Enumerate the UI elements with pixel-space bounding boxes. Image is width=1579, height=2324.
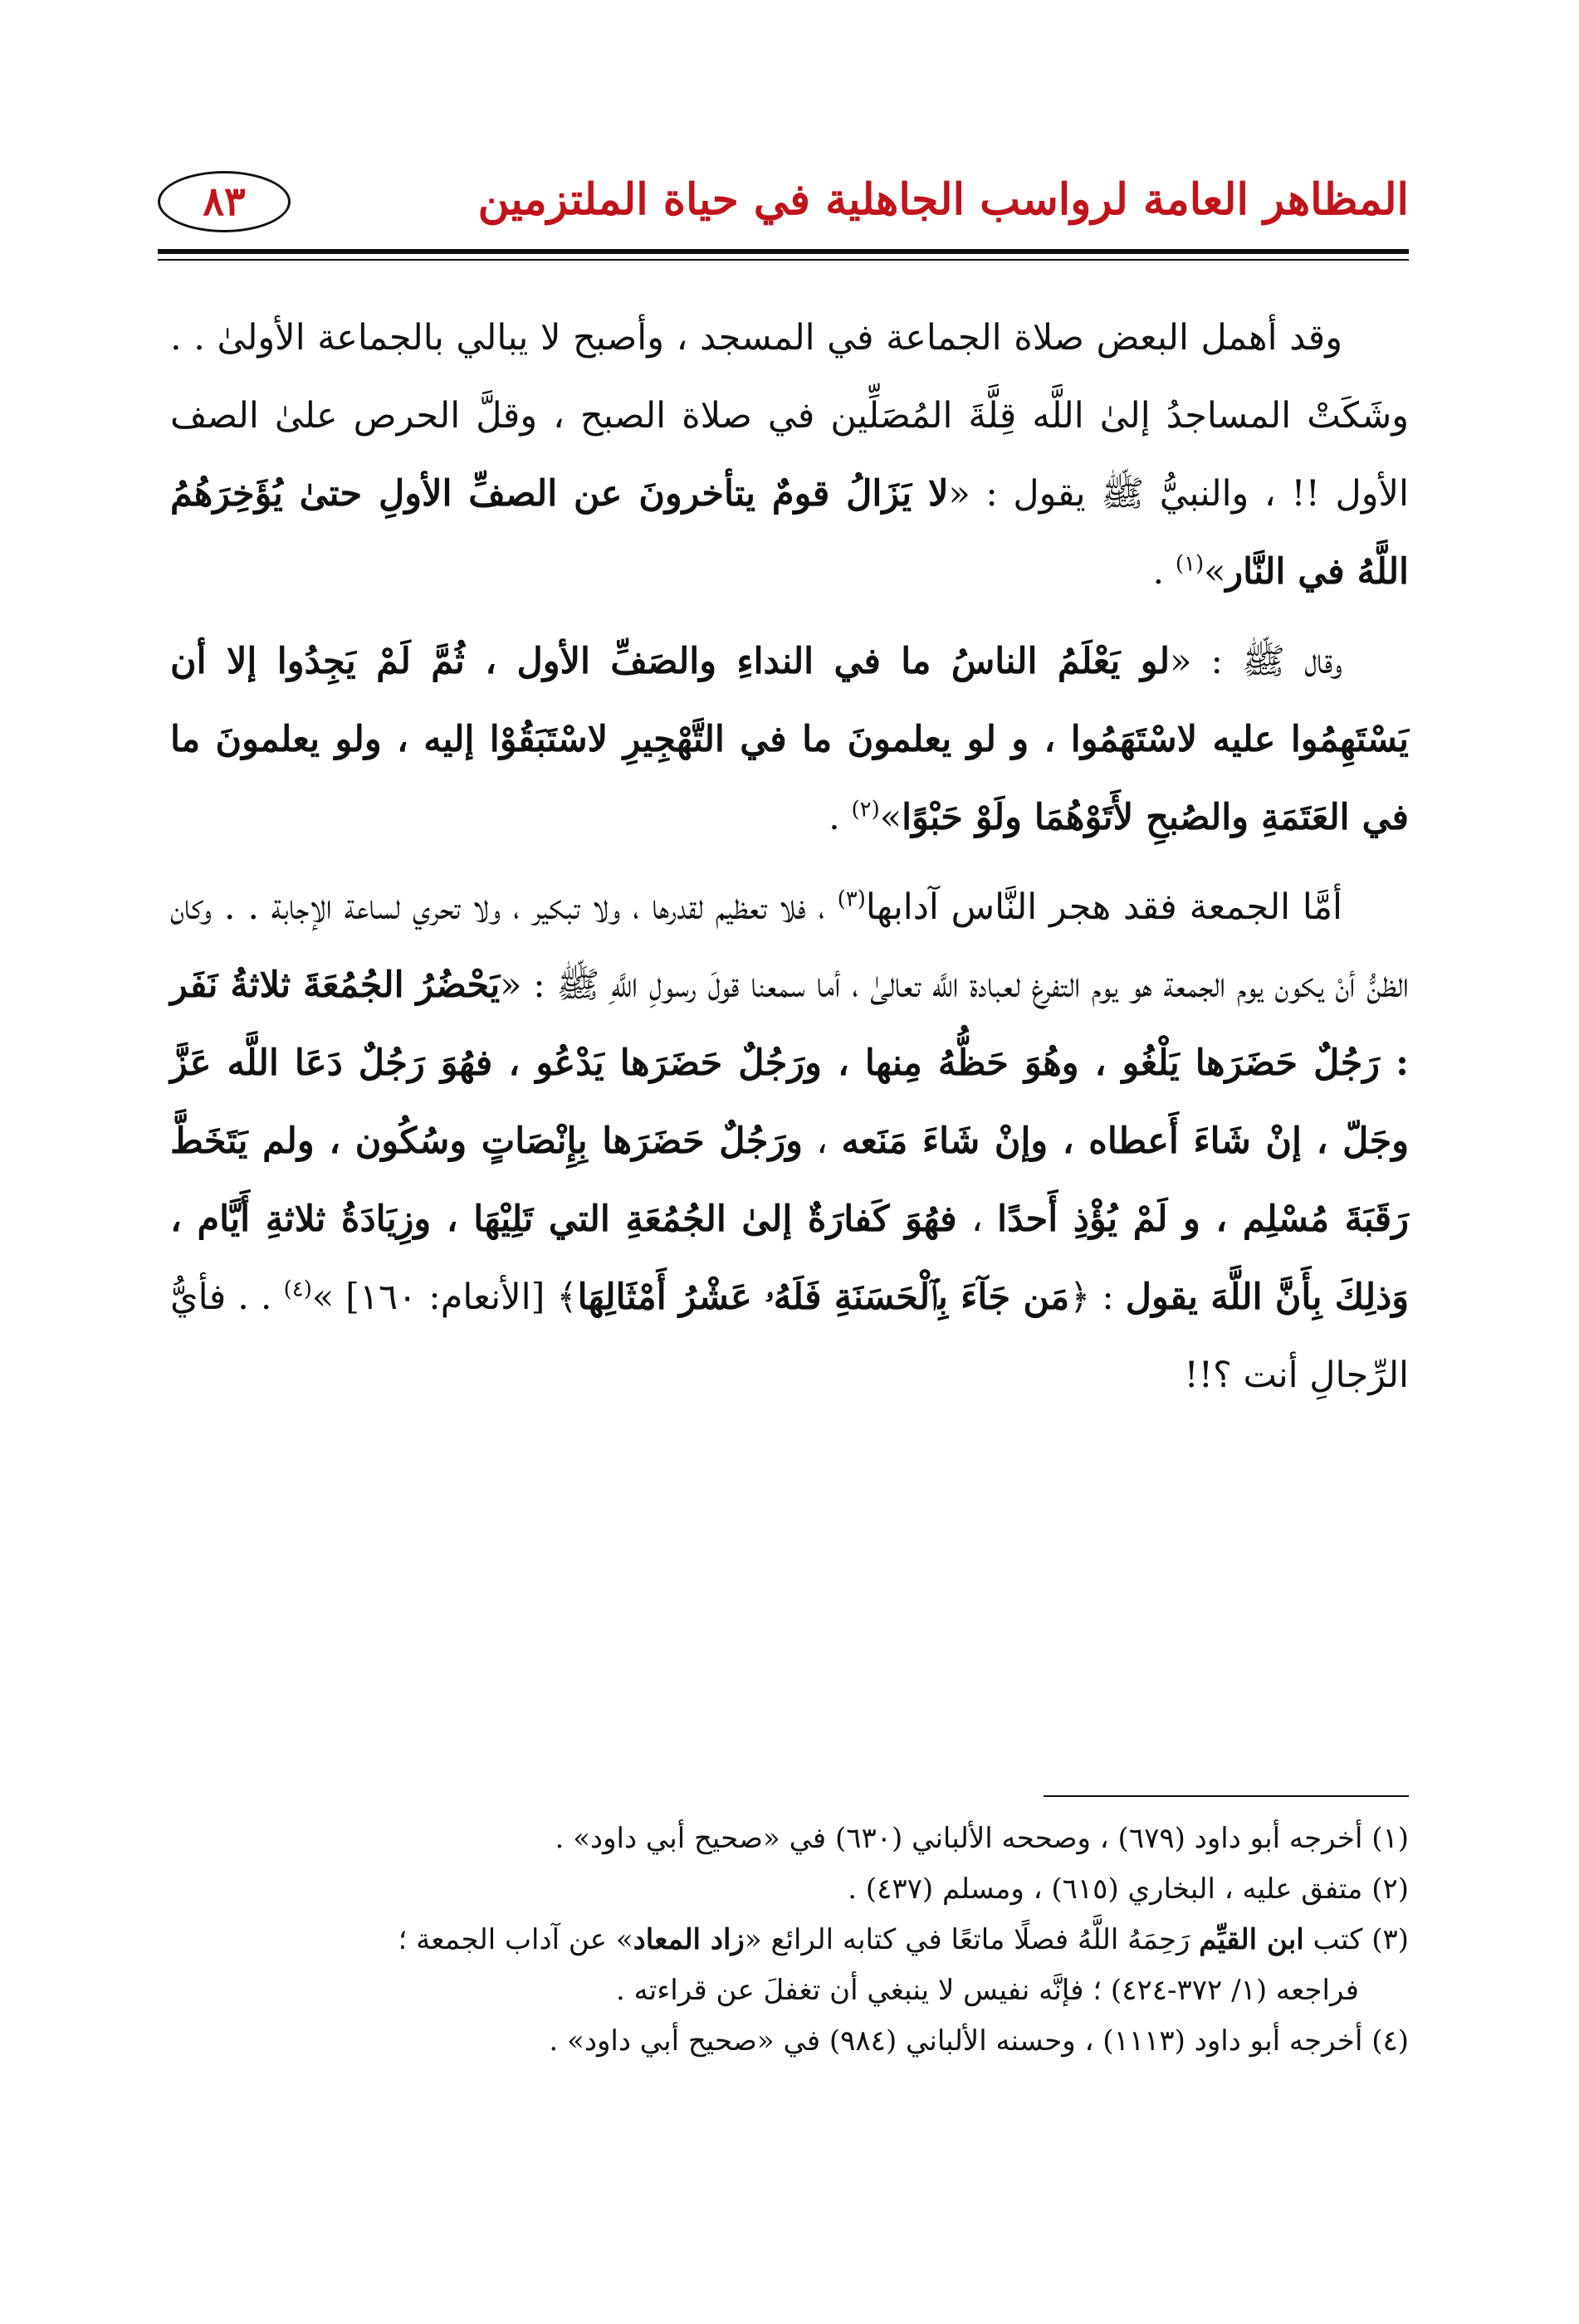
footnotes (170, 1814, 1409, 2067)
footnote-ref: (٣) (837, 886, 866, 912)
text-span: » (879, 797, 902, 838)
running-title: المظاهر العامة لرواسب الجاهلية في حياة الملتزمين (477, 174, 1409, 225)
text-span: رَحِمَهُ اللَّهُ فصلًا ماتعًا في كتابه الرائع « (744, 1923, 1200, 1956)
text-span: : ﴿ (1069, 1277, 1126, 1318)
text-span: وقال ﷺ : « (1170, 641, 1342, 682)
text-span: وقد أهمل البعض صلاة الجماعة في المسجد ، وأصبح لا يبالي بالجماعة الأولىٰ . . وشَكَتْ المساجدُ إلىٰ اللَّه قِلَّةَ المُصَلِّين في صلاة الصبح ، وقلَّ الحرص علىٰ الصف الأول !! ، والنبيُّ ﷺ يقول : « (170, 317, 1409, 515)
text-span: . (829, 797, 852, 838)
hadith-text: فهُوَ كَفارَةٌ إلىٰ الجُمُعَةِ التي تَلِيْهَا ، وزِيَادَةُ ثلاثةِ أَيَّام ، وَذلِكَ بِأَنَّ اللَّهَ يقول (170, 1199, 1410, 1318)
paragraph-1 (170, 299, 1409, 611)
header-rule-thin (158, 259, 1409, 261)
hadith-text: لو يَعْلَمُ الناسُ ما في النداءِ والصَفِّ الأول ، ثُمَّ لَمْ يَجِدُوا إلا أن يَسْتَهِمُوا عليه لاسْتَهَمُوا ، و لو يعلمونَ ما في التَّهْجِيرِ لاسْتَبَقُوْا إليه ، ولو يعلمونَ ما في العَتَمَةِ والصُبحِ لأَتَوْهُمَا ولَوْ حَبْوًا (170, 641, 1409, 838)
hadith-text: يَحْضُرُ الجُمُعَةَ ثلاثةُ نَفَر : رَجُلٌ حَضَرَها يَلْغُو ، وهُوَ حَظُّهُ مِنها ، ورَجُلٌ حَضَرَها يَدْعُو ، فهُوَ رَجُلٌ دَعَا اللَّه عَزَّ وجَلّ ، إنْ شَاءَ أَعطاه ، وإنْ شَاءَ مَنَعه (170, 964, 1409, 1162)
text-span: ، فلا تعظيم لقدرها ، ولا تبكير ، ولا تحري لساعة الإجابة . . وكان الظنُّ أنْ يكون يوم الجمعة هو يوم التفرغ لعبادة اللَّه تعالىٰ ، أما سمعنا قولَ رسولِ اللَّهِ ﷺ : « (170, 886, 1409, 1006)
footnote-1: (١) أخرجه أبو داود (٦٧٩) ، وصححه الألباني (٦٣٠) في «صحيح أبي داود» . (555, 1822, 1409, 1855)
footnote-ref: (٢) (851, 797, 880, 823)
text-span: ﴾ [الأنعام: ١٦٠] » (311, 1277, 578, 1318)
text-span: . . فأيُّ الرِّجالِ أنت ؟!! (170, 1277, 1409, 1396)
footnote-ref: (١) (1175, 551, 1205, 577)
page-header (158, 166, 1409, 249)
footnote-2: (٢) متفق عليه ، البخاري (٦١٥) ، ومسلم (٤٣٧) . (848, 1872, 1409, 1906)
quran-verse: مَن جَآءَ بِٱلْحَسَنَةِ فَلَهُۥ عَشْرُ أَمْثَالِهَا (577, 1277, 1070, 1318)
footnote-separator (1044, 1795, 1409, 1797)
footnote-4: (٤) أخرجه أبو داود (١١١٣) ، وحسنه الألباني (٩٨٤) في «صحيح أبي داود» . (549, 2024, 1409, 2058)
footnote-3-continued: فراجعه (١/ ٣٧٢-٤٢٤) ؛ فإنَّه نفيس لا ينبغي أن تغفلَ عن قراءته . (616, 1974, 1359, 2007)
footnote-3 (170, 1915, 1409, 1965)
book-title: زاد المعاد (633, 1923, 745, 1956)
body-text (170, 299, 1409, 1426)
text-span: ، (956, 1199, 998, 1240)
text-span: ، (802, 1120, 842, 1162)
text-span: » (1204, 551, 1226, 593)
hadith-text: ورَجُلٌ حَضَرَها بِإِنْصَاتٍ وسُكُون ، ولم يَتَخَطَّ رَقَبَةَ مُسْلِم ، و لَمْ يُؤْذِ أَحدًا (170, 1120, 1410, 1240)
text-span: . (1152, 551, 1176, 593)
footnote-ref: (٤) (283, 1277, 312, 1302)
page-number: ٨٣ (158, 171, 291, 232)
text-span: أمَّا الجمعة فقد هجر النَّاس آدابها (865, 886, 1342, 928)
hadith-text: لا يَزَالُ قومٌ يتأخرونَ عن الصفِّ الأولِ حتىٰ يُؤَخِرَهُمُ اللَّهُ في النَّار (170, 473, 1409, 593)
paragraph-3 (170, 868, 1409, 1414)
author-name: ابن القيِّم (1199, 1923, 1304, 1956)
header-rule-thick (158, 249, 1409, 254)
text-span: » عن آداب الجمعة ؛ (398, 1923, 633, 1956)
paragraph-2 (170, 622, 1409, 857)
text-span: (٣) كتب (1303, 1923, 1409, 1956)
